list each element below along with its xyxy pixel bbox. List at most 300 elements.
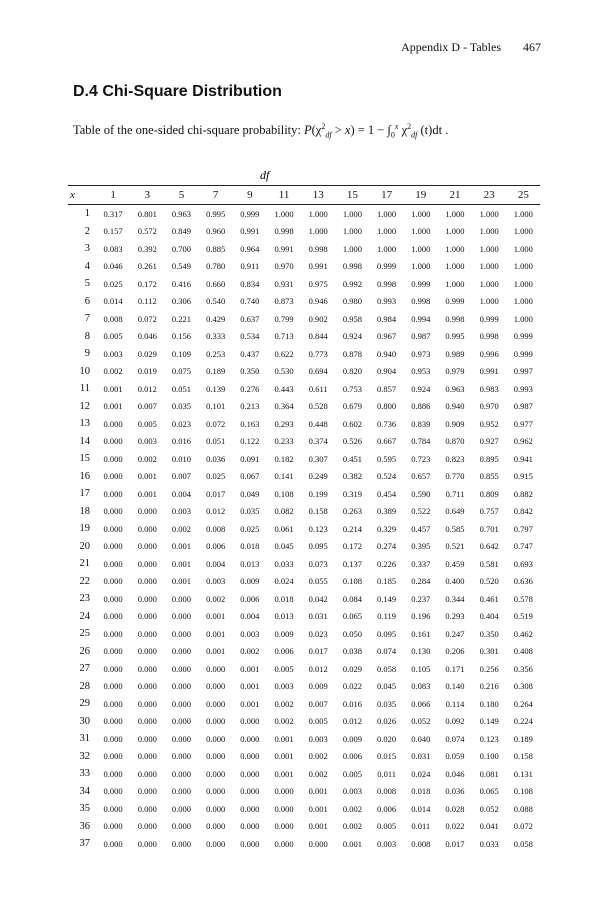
table-row (68, 468, 540, 486)
table-row (68, 485, 540, 503)
caption-formula: $P(\chi^2_{df} > x) = 1 - \int_0^x$ $\chi^2_{df}$ (t)dt . (304, 122, 449, 140)
probability-cell: 0.895 (479, 453, 499, 464)
probability-cell: 1.000 (377, 243, 397, 254)
x-value-cell: 26 (79, 645, 90, 657)
probability-cell: 0.137 (342, 558, 362, 569)
table-row (68, 783, 540, 801)
probability-cell: 0.226 (377, 558, 397, 569)
probability-cell: 0.989 (445, 348, 465, 359)
probability-cell: 0.014 (411, 803, 431, 814)
probability-cell: 0.667 (377, 436, 397, 447)
probability-cell: 0.114 (445, 698, 465, 709)
probability-cell: 0.000 (206, 786, 226, 797)
probability-cell: 0.002 (137, 453, 157, 464)
probability-cell: 0.052 (411, 716, 431, 727)
x-value-cell: 18 (79, 505, 90, 517)
probability-cell: 0.611 (308, 383, 328, 394)
probability-cell: 0.001 (206, 646, 226, 657)
probability-cell: 0.400 (445, 576, 465, 587)
probability-cell: 0.214 (342, 523, 362, 534)
df-column-header: 9 (247, 189, 253, 201)
probability-cell: 0.003 (137, 436, 157, 447)
probability-cell: 1.000 (479, 208, 499, 219)
probability-cell: 0.980 (342, 296, 362, 307)
probability-cell: 0.216 (479, 681, 499, 692)
probability-cell: 0.061 (274, 523, 294, 534)
probability-cell: 0.350 (240, 366, 260, 377)
x-value-cell: 2 (84, 225, 90, 237)
probability-cell: 0.172 (137, 278, 157, 289)
probability-cell: 0.308 (513, 681, 533, 692)
probability-cell: 0.123 (308, 523, 328, 534)
probability-cell: 0.199 (308, 488, 328, 499)
x-value-cell: 4 (84, 260, 90, 272)
probability-cell: 0.999 (377, 261, 397, 272)
probability-cell: 0.001 (171, 541, 192, 552)
probability-cell: 0.000 (206, 698, 226, 709)
probability-cell: 0.992 (342, 278, 362, 289)
probability-cell: 0.139 (206, 383, 226, 394)
probability-cell: 0.987 (411, 331, 431, 342)
df-column-header: 5 (178, 189, 185, 201)
table-row (68, 293, 540, 311)
probability-cell: 0.196 (411, 611, 431, 622)
probability-cell: 0.264 (513, 698, 533, 709)
probability-cell: 0.025 (206, 471, 226, 482)
probability-cell: 0.012 (308, 663, 328, 674)
probability-cell: 0.001 (240, 663, 260, 674)
probability-cell: 0.915 (513, 471, 533, 482)
probability-cell: 0.800 (377, 401, 397, 412)
df-column-header: 1 (110, 189, 116, 201)
probability-cell: 0.000 (240, 716, 260, 727)
probability-cell: 0.000 (137, 821, 157, 832)
probability-cell: 0.002 (206, 593, 226, 604)
probability-cell: 0.031 (411, 751, 431, 762)
table-row (68, 625, 540, 643)
probability-cell: 0.003 (377, 838, 397, 849)
probability-cell: 0.572 (137, 226, 157, 237)
probability-cell: 1.000 (479, 226, 499, 237)
probability-cell: 0.024 (274, 576, 294, 587)
probability-cell: 0.000 (240, 768, 260, 779)
probability-cell: 0.000 (274, 821, 294, 832)
probability-cell: 1.000 (513, 208, 533, 219)
probability-cell: 0.003 (103, 348, 123, 359)
probability-cell: 0.000 (171, 768, 192, 779)
probability-cell: 0.000 (103, 488, 123, 499)
probability-cell: 0.001 (240, 681, 260, 692)
probability-cell: 0.051 (171, 383, 192, 394)
probability-cell: 0.018 (411, 786, 431, 797)
probability-cell: 0.018 (274, 593, 294, 604)
table-row (68, 590, 540, 608)
probability-cell: 0.522 (411, 506, 431, 517)
probability-cell: 0.998 (274, 226, 294, 237)
probability-cell: 1.000 (274, 208, 294, 219)
probability-cell: 0.924 (411, 383, 431, 394)
probability-cell: 0.023 (171, 418, 192, 429)
probability-cell: 0.004 (206, 558, 226, 569)
probability-cell: 0.000 (171, 628, 192, 639)
probability-cell: 0.395 (411, 541, 431, 552)
probability-cell: 0.416 (171, 278, 192, 289)
probability-cell: 0.000 (103, 471, 123, 482)
probability-cell: 0.031 (308, 611, 328, 622)
probability-cell: 0.095 (377, 628, 397, 639)
probability-cell: 0.024 (411, 768, 431, 779)
probability-cell: 0.998 (411, 296, 431, 307)
probability-cell: 0.329 (377, 523, 397, 534)
probability-cell: 0.008 (206, 523, 226, 534)
table-row (68, 643, 540, 661)
probability-cell: 0.408 (513, 646, 533, 657)
table-row (68, 223, 540, 241)
probability-cell: 0.083 (103, 243, 123, 254)
x-value-cell: 9 (84, 348, 90, 360)
probability-cell: 0.256 (479, 663, 499, 674)
probability-cell: 0.000 (103, 838, 123, 849)
probability-cell: 0.171 (445, 663, 465, 674)
probability-cell: 0.014 (103, 296, 123, 307)
probability-cell: 0.963 (171, 208, 192, 219)
probability-cell: 0.180 (479, 698, 499, 709)
probability-cell: 1.000 (445, 243, 465, 254)
probability-cell: 0.429 (206, 313, 226, 324)
probability-cell: 0.000 (103, 506, 123, 517)
probability-cell: 0.521 (445, 541, 465, 552)
probability-cell: 0.960 (206, 226, 226, 237)
probability-cell: 0.001 (308, 803, 328, 814)
df-header: df (260, 168, 270, 182)
probability-cell: 0.001 (274, 733, 294, 744)
x-value-cell: 10 (79, 365, 90, 377)
probability-cell: 0.958 (342, 313, 362, 324)
probability-cell: 1.000 (411, 261, 431, 272)
x-value-cell: 21 (79, 558, 90, 570)
x-value-cell: 28 (79, 680, 90, 692)
probability-cell: 0.991 (240, 226, 260, 237)
x-value-cell: 6 (84, 295, 90, 307)
probability-cell: 0.461 (479, 593, 499, 604)
probability-cell: 0.000 (274, 786, 294, 797)
probability-cell: 0.000 (171, 646, 192, 657)
probability-cell: 0.946 (308, 296, 328, 307)
probability-cell: 0.448 (308, 418, 328, 429)
x-value-cell: 35 (79, 803, 90, 815)
probability-cell: 0.108 (513, 786, 533, 797)
table-row (68, 800, 540, 818)
probability-cell: 0.045 (377, 681, 397, 692)
x-value-cell: 16 (79, 470, 90, 482)
probability-cell: 0.000 (206, 733, 226, 744)
probability-cell: 0.105 (411, 663, 431, 674)
probability-cell: 0.711 (445, 488, 465, 499)
x-value-cell: 3 (84, 243, 90, 255)
probability-cell: 0.333 (206, 331, 226, 342)
probability-cell: 0.141 (274, 471, 294, 482)
probability-cell: 1.000 (377, 208, 397, 219)
probability-cell: 0.000 (137, 733, 157, 744)
probability-cell: 0.000 (103, 593, 123, 604)
probability-cell: 0.964 (240, 243, 260, 254)
table-row (68, 520, 540, 538)
probability-cell: 0.993 (513, 383, 533, 394)
probability-cell: 0.713 (274, 331, 294, 342)
probability-cell: 0.001 (137, 471, 157, 482)
probability-cell: 0.636 (513, 576, 533, 587)
probability-cell: 0.970 (479, 401, 499, 412)
probability-cell: 0.017 (308, 646, 328, 657)
df-column-header: 19 (415, 189, 427, 201)
table-row (68, 713, 540, 731)
probability-cell: 0.799 (274, 313, 294, 324)
probability-cell: 0.263 (342, 506, 362, 517)
probability-cell: 0.000 (103, 436, 123, 447)
probability-cell: 0.033 (274, 558, 294, 569)
table-row (68, 678, 540, 696)
probability-cell: 0.100 (479, 751, 499, 762)
probability-cell: 0.757 (479, 506, 499, 517)
probability-cell: 0.694 (308, 366, 328, 377)
probability-cell: 0.602 (342, 418, 362, 429)
probability-cell: 0.000 (137, 786, 157, 797)
probability-cell: 0.249 (308, 471, 328, 482)
probability-cell: 0.999 (513, 331, 533, 342)
probability-cell: 0.123 (479, 733, 499, 744)
probability-cell: 0.007 (171, 471, 192, 482)
probability-cell: 0.451 (342, 453, 362, 464)
probability-cell: 0.046 (137, 331, 157, 342)
probability-cell: 0.459 (445, 558, 465, 569)
probability-cell: 0.000 (137, 681, 157, 692)
probability-cell: 0.058 (377, 663, 397, 674)
probability-cell: 1.000 (445, 208, 465, 219)
probability-cell: 0.000 (206, 751, 226, 762)
probability-cell: 0.590 (411, 488, 431, 499)
probability-cell: 0.033 (479, 838, 499, 849)
table-body (68, 205, 540, 853)
probability-cell: 0.000 (137, 663, 157, 674)
probability-cell: 0.307 (308, 453, 328, 464)
probability-cell: 0.023 (308, 628, 328, 639)
probability-cell: 0.002 (308, 768, 328, 779)
probability-cell: 0.549 (171, 261, 192, 272)
probability-cell: 1.000 (308, 208, 328, 219)
probability-cell: 0.013 (274, 611, 294, 622)
probability-cell: 0.122 (240, 436, 260, 447)
probability-cell: 0.058 (513, 838, 533, 849)
probability-cell: 0.233 (274, 436, 294, 447)
probability-cell: 0.834 (240, 278, 260, 289)
probability-cell: 0.317 (103, 208, 123, 219)
running-head (401, 40, 541, 55)
probability-cell: 0.009 (274, 628, 294, 639)
probability-cell: 0.072 (206, 418, 226, 429)
probability-cell: 0.940 (377, 348, 397, 359)
probability-cell: 0.927 (479, 436, 499, 447)
probability-cell: 0.000 (206, 716, 226, 727)
probability-cell: 0.873 (274, 296, 294, 307)
probability-cell: 0.457 (411, 523, 431, 534)
probability-cell: 0.000 (206, 768, 226, 779)
probability-cell: 0.005 (274, 663, 294, 674)
probability-cell: 0.276 (240, 383, 260, 394)
probability-cell: 0.020 (377, 733, 397, 744)
probability-cell: 0.091 (240, 453, 260, 464)
probability-cell: 0.000 (137, 611, 157, 622)
probability-cell: 0.963 (445, 383, 465, 394)
probability-cell: 0.736 (377, 418, 397, 429)
probability-cell: 0.849 (171, 226, 192, 237)
probability-cell: 0.953 (411, 366, 431, 377)
probability-cell: 0.003 (274, 681, 294, 692)
probability-cell: 1.000 (479, 296, 499, 307)
table-row (68, 503, 540, 521)
probability-cell: 0.000 (137, 698, 157, 709)
probability-cell: 0.000 (240, 838, 260, 849)
column-header-row (68, 186, 540, 205)
probability-cell: 0.036 (206, 453, 226, 464)
probability-cell: 0.998 (342, 261, 362, 272)
probability-cell: 0.979 (445, 366, 465, 377)
probability-cell: 0.006 (274, 646, 294, 657)
probability-cell: 0.528 (308, 401, 328, 412)
probability-cell: 0.364 (274, 401, 294, 412)
x-value-cell: 8 (84, 330, 90, 342)
x-value-cell: 37 (79, 838, 90, 850)
probability-cell: 0.520 (479, 576, 499, 587)
probability-cell: 0.005 (377, 821, 397, 832)
probability-cell: 0.072 (137, 313, 157, 324)
probability-cell: 0.999 (411, 278, 431, 289)
probability-cell: 0.011 (411, 821, 431, 832)
probability-cell: 0.084 (342, 593, 362, 604)
probability-cell: 0.026 (377, 716, 397, 727)
probability-cell: 0.012 (137, 383, 157, 394)
probability-cell: 0.075 (171, 366, 192, 377)
probability-cell: 0.904 (377, 366, 397, 377)
probability-cell: 0.973 (411, 348, 431, 359)
x-value-cell: 23 (79, 593, 90, 605)
probability-cell: 0.780 (206, 261, 226, 272)
probability-cell: 0.007 (308, 698, 328, 709)
df-column-header: 23 (483, 189, 495, 201)
probability-cell: 0.001 (206, 628, 226, 639)
probability-cell: 0.007 (137, 401, 157, 412)
probability-cell: 0.995 (445, 331, 465, 342)
x-value-cell: 24 (79, 610, 90, 622)
probability-cell: 0.526 (342, 436, 362, 447)
probability-cell: 0.000 (103, 576, 123, 587)
probability-cell: 1.000 (411, 243, 431, 254)
probability-cell: 0.000 (240, 733, 260, 744)
probability-cell: 0.878 (342, 348, 362, 359)
probability-cell: 0.000 (171, 838, 192, 849)
table-row (68, 240, 540, 258)
probability-cell: 0.006 (342, 751, 362, 762)
table-row (68, 415, 540, 433)
probability-cell: 0.454 (377, 488, 397, 499)
df-column-header: 17 (381, 189, 393, 201)
probability-cell: 0.002 (240, 646, 260, 657)
probability-cell: 0.000 (137, 803, 157, 814)
probability-cell: 0.000 (137, 541, 157, 552)
caption-text: Table of the one-sided chi-square probability: (73, 123, 304, 138)
probability-cell: 0.000 (103, 716, 123, 727)
probability-cell: 0.770 (445, 471, 465, 482)
probability-cell: 0.206 (445, 646, 465, 657)
probability-cell: 0.886 (411, 401, 431, 412)
df-column-header: 3 (144, 189, 151, 201)
probability-cell: 0.002 (308, 751, 328, 762)
probability-cell: 1.000 (411, 208, 431, 219)
probability-cell: 0.519 (513, 611, 533, 622)
probability-cell: 0.119 (377, 611, 396, 622)
x-value-cell: 31 (79, 733, 90, 745)
x-value-cell: 11 (79, 383, 90, 395)
probability-cell: 0.040 (411, 733, 431, 744)
probability-cell: 0.189 (513, 733, 533, 744)
probability-cell: 0.000 (137, 506, 157, 517)
probability-cell: 0.000 (103, 523, 123, 534)
probability-cell: 0.253 (206, 348, 226, 359)
probability-cell: 0.991 (479, 366, 499, 377)
probability-cell: 0.000 (137, 523, 157, 534)
probability-cell: 0.131 (513, 768, 533, 779)
table-row (68, 398, 540, 416)
table-row (68, 555, 540, 573)
probability-cell: 0.046 (445, 768, 465, 779)
probability-cell: 0.000 (171, 663, 192, 674)
probability-cell: 1.000 (513, 243, 533, 254)
probability-cell: 0.995 (206, 208, 226, 219)
probability-cell: 0.909 (445, 418, 465, 429)
probability-cell: 0.161 (411, 628, 431, 639)
probability-cell: 0.740 (240, 296, 260, 307)
probability-cell: 0.046 (103, 261, 123, 272)
probability-cell: 0.356 (513, 663, 533, 674)
running-head-text: Appendix D - Tables (401, 40, 501, 54)
probability-cell: 0.693 (513, 558, 533, 569)
probability-cell: 0.000 (137, 838, 157, 849)
probability-cell: 0.437 (240, 348, 260, 359)
table-row (68, 345, 540, 363)
probability-cell: 0.998 (377, 278, 397, 289)
probability-cell: 0.158 (308, 506, 328, 517)
probability-cell: 0.284 (411, 576, 431, 587)
probability-cell: 0.224 (513, 716, 533, 727)
table-row (68, 765, 540, 783)
probability-cell: 0.108 (274, 488, 294, 499)
probability-cell: 0.025 (240, 523, 260, 534)
probability-cell: 0.000 (137, 768, 157, 779)
probability-cell: 0.374 (308, 436, 328, 447)
probability-cell: 0.839 (411, 418, 431, 429)
probability-cell: 0.998 (445, 313, 465, 324)
probability-cell: 0.870 (445, 436, 465, 447)
probability-cell: 0.962 (513, 436, 533, 447)
table-row (68, 275, 540, 293)
probability-cell: 0.029 (137, 348, 157, 359)
probability-cell: 0.065 (342, 611, 362, 622)
probability-cell: 0.088 (513, 803, 533, 814)
section-title: D.4 Chi-Square Distribution (73, 83, 282, 100)
probability-cell: 0.000 (206, 663, 226, 674)
probability-cell: 0.012 (206, 506, 226, 517)
x-value-cell: 20 (79, 540, 90, 552)
probability-cell: 0.993 (377, 296, 397, 307)
